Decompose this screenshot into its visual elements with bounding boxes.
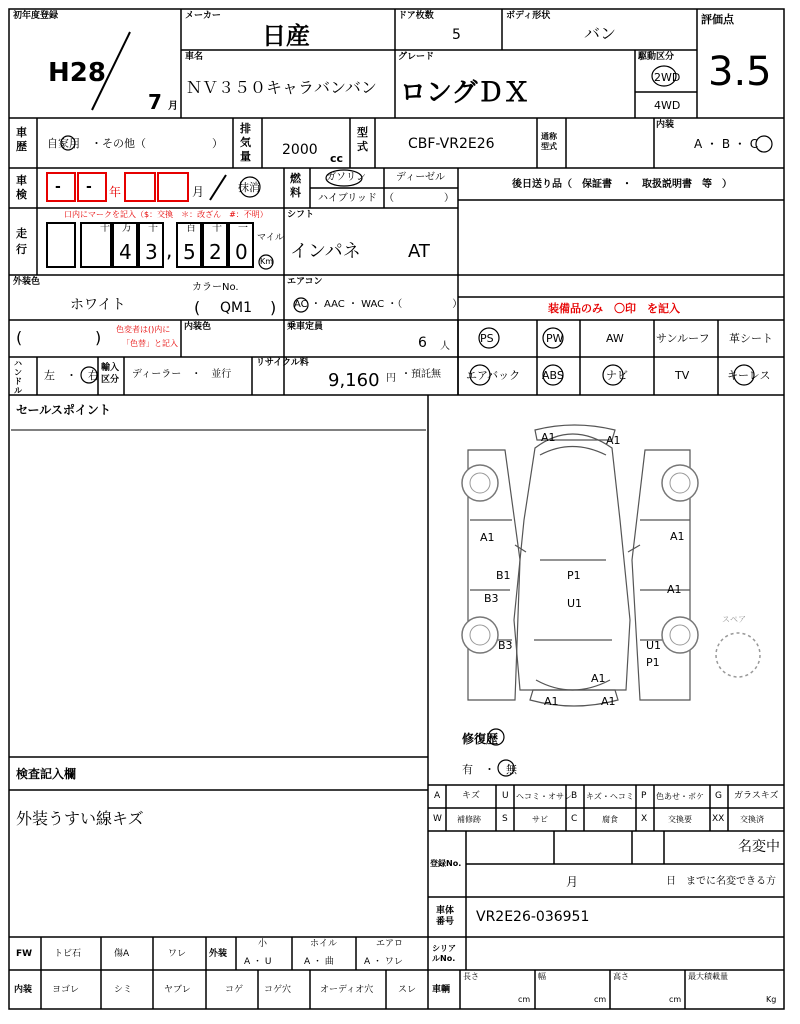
maker-label: メーカー bbox=[185, 11, 221, 21]
body-label: ボディ形状 bbox=[506, 11, 551, 21]
damage-mark: A1 bbox=[606, 434, 621, 447]
legend-desc: 交換済 bbox=[740, 815, 764, 824]
dim-unit: cm bbox=[669, 995, 682, 1004]
legend-code: B bbox=[571, 791, 578, 801]
damage-mark: U1 bbox=[567, 597, 583, 610]
mileage-digit-box[interactable]: 2 bbox=[202, 222, 228, 268]
interior-grade: A ・ B ・ C bbox=[694, 137, 759, 151]
auction-sheet: 初年度登録 H28 7 月 メーカー 日産 ドア枚数 5 ボディ形状 バン 評価点 3.5 車名 ＮＶ３５０キャラバンバン グレード ロングＤＸ 駆動区分 2WD 4WD 車歴 自家用 ・その他（ ） 排気量 2000 cc 型式 CBF-VR2E26 通称型式 内装 A ・ B ・ C 車検 - - 年 月 抹消 燃料 ガソリン ディーゼル ハイブリッド （ ） 後日送り品（ 保証書 ・ 取扱説明書 等 ） 走行 口内にマークを記入（$：交換 ＊：改ざん #：不明） 4 3 , 5 2 0 十 万 千 百 十 一 マイル Km シフト インパネ AT 外装色 ホワイト カラーNo. ( QM1 ) エアコン AC ・ AAC ・ WAC ・（ ） 装備品のみ 〇印 を記入 ( ) 色変者は()内に 「色替」と記入 内装色 乗車定員 6 人 PS PW AW サンルーフ 革シート エアバック ABS ナビ TV キーレス ハンドル 左 ・ 右 輸入区分 ディーラー ・ 並行 リサイクル料 9,160 円 ・預託無 セールスポイント 検査記入欄 外装うすい線キズ A1 A1 A1 B1 B3 B3 P1 U1 A1 A1 U1 P1 A1 A1 A1 スペア 修復歴 有 ・ 無 A キズ U ヘコミ・オサレ B キズ・ヘコミ P 色あせ・ボケ G ガラスキズ W 補修跡 S サビ C 腐食 X 交換要 XX 交換済 登録No. 名変中 月 日 までに名変できる方 車体番号 VR2E26-036951 シリアルNo. FW トビ石 傷A ワレ 外装 小 A ・ U ホイル A ・ 曲 エアロ A ・ ワレ 内装 ヨゴレ シミ ヤブレ コゲ コゲ穴 オーディオ穴 スレ 車輌 長さ cm 幅 cm 高さ cm 最大積載量 Kg bbox=[0, 0, 800, 1024]
mileage-digit-box[interactable]: 3 bbox=[138, 222, 164, 268]
aircon-options: AC ・ AAC ・ WAC ・（ ） bbox=[294, 299, 463, 310]
meihen-label: 名変中 bbox=[738, 839, 780, 855]
shift-label: シフト bbox=[287, 210, 315, 220]
ext-col-options: A ・ U bbox=[244, 957, 272, 967]
unit-label: 百 bbox=[186, 223, 196, 234]
mileage-note: 口内にマークを記入（$：交換 ＊：改ざん #：不明） bbox=[64, 210, 268, 219]
fuel-gasoline: ガソリン bbox=[326, 172, 366, 183]
int-item: スレ bbox=[398, 985, 417, 995]
car-name-value: ＮＶ３５０キャラバンバン bbox=[186, 78, 377, 97]
inspection-note: 外装うすい線キズ bbox=[16, 809, 144, 828]
legend-code: G bbox=[715, 791, 722, 801]
legend-desc: 色あせ・ボケ bbox=[656, 792, 704, 801]
mashou-label: 抹消 bbox=[238, 181, 260, 194]
grade-label: グレード bbox=[398, 52, 435, 62]
damage-mark: A1 bbox=[667, 583, 682, 596]
legend-code: C bbox=[571, 814, 578, 824]
km-label: Km bbox=[260, 257, 274, 266]
dims-label: 車輌 bbox=[432, 985, 451, 995]
dim-unit: Kg bbox=[766, 995, 777, 1004]
dim-unit: cm bbox=[518, 995, 531, 1004]
ext-col-title: 小 bbox=[258, 939, 268, 949]
legend-desc: 補修跡 bbox=[457, 815, 481, 824]
int-item: ヨゴレ bbox=[52, 985, 80, 995]
import-options: ディーラー ・ 並行 bbox=[132, 369, 232, 380]
fw-label: FW bbox=[16, 949, 33, 959]
first-reg-month: 7 bbox=[148, 90, 162, 114]
tsusho-label: 通称型式 bbox=[541, 132, 557, 151]
unit-label: 千 bbox=[148, 223, 158, 234]
drive-2wd: 2WD bbox=[654, 71, 681, 84]
color-change-note-2: 「色替」と記入 bbox=[122, 339, 178, 348]
capacity-value: 6 bbox=[418, 335, 427, 351]
chassis-label: 車体番号 bbox=[436, 906, 455, 927]
dim-label: 長さ bbox=[463, 972, 479, 981]
interior-label: 内装 bbox=[656, 120, 675, 130]
mileage-label: 走行 bbox=[16, 227, 27, 256]
registration-label: 登録No. bbox=[430, 859, 462, 868]
model-label: 型式 bbox=[357, 126, 368, 153]
shift-type: AT bbox=[408, 241, 430, 262]
legend-code: X bbox=[641, 814, 648, 824]
exterior-section-label: 外装 bbox=[209, 949, 228, 959]
legend-code: XX bbox=[712, 814, 725, 824]
shaken-label: 車検 bbox=[16, 174, 27, 201]
shaken-year-unit: 年 bbox=[109, 185, 122, 199]
doors-label: ドア枚数 bbox=[398, 11, 434, 21]
legend-code: A bbox=[434, 791, 441, 801]
history-label: 車歴 bbox=[16, 126, 27, 153]
equip-airbag[interactable]: エアバック bbox=[466, 369, 521, 382]
registration-month: 月 bbox=[566, 875, 579, 889]
recycle-deposit: ・預託無 bbox=[401, 369, 441, 380]
equip-leather[interactable]: 革シート bbox=[729, 332, 773, 345]
int-item: シミ bbox=[114, 985, 133, 995]
damage-mark: B3 bbox=[484, 592, 499, 605]
equip-navi[interactable]: ナビ bbox=[606, 369, 628, 382]
capacity-unit: 人 bbox=[440, 341, 450, 352]
legend-desc: ヘコミ・オサレ bbox=[516, 792, 572, 801]
sales-point-label: セールスポイント bbox=[16, 403, 111, 417]
drive-4wd: 4WD bbox=[654, 99, 681, 112]
equip-header: 装備品のみ 〇印 を記入 bbox=[548, 302, 680, 315]
shaken-month-unit: 月 bbox=[192, 185, 205, 199]
interior-color-label: 内装色 bbox=[184, 322, 212, 332]
legend-code: W bbox=[433, 814, 442, 824]
legend-desc: ガラスキズ bbox=[734, 791, 779, 801]
unit-label: 十 bbox=[212, 223, 222, 234]
registration-day-note: 日 までに名変できる方 bbox=[666, 876, 776, 887]
int-item: ヤブレ bbox=[164, 985, 191, 995]
fw-item: 傷A bbox=[114, 949, 130, 959]
legend-desc: サビ bbox=[532, 815, 548, 824]
color-no-label: カラーNo. bbox=[192, 282, 239, 293]
damage-mark: P1 bbox=[567, 569, 581, 582]
dim-unit: cm bbox=[594, 995, 607, 1004]
equip-aw[interactable]: AW bbox=[606, 332, 624, 345]
recycle-label: リサイクル料 bbox=[256, 358, 309, 368]
equip-sunroof[interactable]: サンルーフ bbox=[656, 332, 710, 345]
legend-desc: キズ・ヘコミ bbox=[586, 792, 634, 801]
damage-mark: A1 bbox=[544, 695, 559, 708]
equip-ps[interactable]: PS bbox=[480, 332, 494, 345]
damage-mark: A1 bbox=[480, 531, 495, 544]
first-reg-era: H28 bbox=[48, 58, 106, 88]
displacement-value: 2000 bbox=[282, 142, 318, 158]
handle-options: 左 ・ 右 bbox=[44, 369, 99, 382]
legend-code: S bbox=[502, 814, 508, 824]
mileage-digit-box[interactable]: 4 bbox=[112, 222, 138, 268]
accessories-label: 後日送り品（ 保証書 ・ 取扱説明書 等 ） bbox=[512, 179, 732, 190]
first-reg-label: 初年度登録 bbox=[13, 11, 59, 21]
int-item: コゲ bbox=[225, 985, 244, 995]
fuel-hybrid-paren: （ ） bbox=[384, 193, 454, 204]
ext-col-options: A ・ 曲 bbox=[304, 957, 334, 967]
damage-mark: B1 bbox=[496, 569, 511, 582]
maker-value: 日産 bbox=[262, 22, 310, 50]
drive-label: 駆動区分 bbox=[638, 52, 675, 62]
mileage-digit-box[interactable]: 0 bbox=[228, 222, 254, 268]
int-item: オーディオ穴 bbox=[320, 985, 374, 995]
serial-label: シリアルNo. bbox=[432, 944, 456, 963]
fuel-label: 燃料 bbox=[290, 172, 301, 199]
fuel-diesel: ディーゼル bbox=[396, 172, 445, 183]
mileage-comma: , bbox=[166, 238, 173, 262]
damage-mark: A1 bbox=[670, 530, 685, 543]
unit-label: 十 bbox=[100, 223, 110, 234]
shift-position: インパネ bbox=[290, 241, 361, 262]
cc-unit: cc bbox=[330, 152, 344, 165]
damage-mark: U1 bbox=[646, 639, 662, 652]
legend-desc: 交換要 bbox=[668, 815, 692, 824]
import-label: 輸入区分 bbox=[101, 363, 120, 385]
repair-label: 修復歴 bbox=[462, 732, 499, 746]
fw-item: トビ石 bbox=[54, 949, 82, 959]
displacement-label: 排気量 bbox=[240, 122, 251, 163]
equip-keyless[interactable]: キーレス bbox=[727, 369, 771, 382]
body-value: バン bbox=[584, 24, 617, 43]
recycle-amount: 9,160 bbox=[328, 370, 380, 391]
damage-mark: A1 bbox=[541, 431, 556, 444]
dim-label: 最大積載量 bbox=[688, 972, 728, 981]
grade-score-label: 評価点 bbox=[701, 13, 734, 26]
damage-mark: A1 bbox=[591, 672, 606, 685]
unit-label: 万 bbox=[122, 223, 132, 234]
ext-col-title: ホイル bbox=[310, 939, 338, 949]
legend-desc: 腐食 bbox=[602, 815, 618, 824]
equip-abs[interactable]: ABS bbox=[542, 369, 564, 382]
exterior-color-label: 外装色 bbox=[13, 277, 41, 287]
equip-pw[interactable]: PW bbox=[546, 332, 564, 345]
int-item: コゲ穴 bbox=[264, 985, 292, 995]
color-no-value: QM1 bbox=[220, 300, 253, 316]
interior-section-label: 内装 bbox=[14, 985, 33, 995]
legend-code: U bbox=[502, 791, 509, 801]
first-reg-month-unit: 月 bbox=[168, 101, 178, 112]
equip-tv[interactable]: TV bbox=[675, 369, 690, 382]
chassis-value: VR2E26-036951 bbox=[476, 909, 590, 925]
exterior-color-value: ホワイト bbox=[70, 297, 126, 313]
mileage-digit-box[interactable]: 5 bbox=[176, 222, 202, 268]
legend-code: P bbox=[641, 791, 647, 801]
damage-mark: A1 bbox=[601, 695, 616, 708]
damage-mark: B3 bbox=[498, 639, 513, 652]
legend-desc: キズ bbox=[462, 791, 480, 801]
repair-options: 有 ・ 無 bbox=[462, 763, 517, 776]
inspection-label: 検査記入欄 bbox=[16, 767, 77, 781]
spare-label: スペア bbox=[722, 615, 746, 624]
model-value: CBF-VR2E26 bbox=[408, 136, 495, 152]
damage-mark: P1 bbox=[646, 656, 660, 669]
grade-value: ロングＤＸ bbox=[400, 78, 530, 108]
grade-score-value: 3.5 bbox=[708, 49, 772, 95]
history-options: 自家用 ・その他（ ） bbox=[47, 137, 223, 150]
color-change-note-1: 色変者は()内に bbox=[116, 325, 171, 334]
mile-label: マイル bbox=[257, 233, 284, 243]
dim-label: 高さ bbox=[613, 972, 629, 981]
unit-label: 一 bbox=[238, 223, 248, 234]
car-name-label: 車名 bbox=[185, 52, 204, 62]
aircon-label: エアコン bbox=[287, 277, 323, 287]
fw-item: ワレ bbox=[168, 949, 187, 959]
ext-col-options: A ・ ワレ bbox=[364, 957, 403, 967]
fuel-hybrid: ハイブリッド bbox=[318, 193, 377, 204]
ext-col-title: エアロ bbox=[376, 939, 404, 949]
handle-label: ハンドル bbox=[14, 359, 22, 395]
dim-label: 幅 bbox=[538, 972, 546, 981]
capacity-label: 乗車定員 bbox=[287, 322, 324, 332]
recycle-yen: 円 bbox=[386, 373, 396, 384]
doors-value: 5 bbox=[452, 27, 461, 43]
